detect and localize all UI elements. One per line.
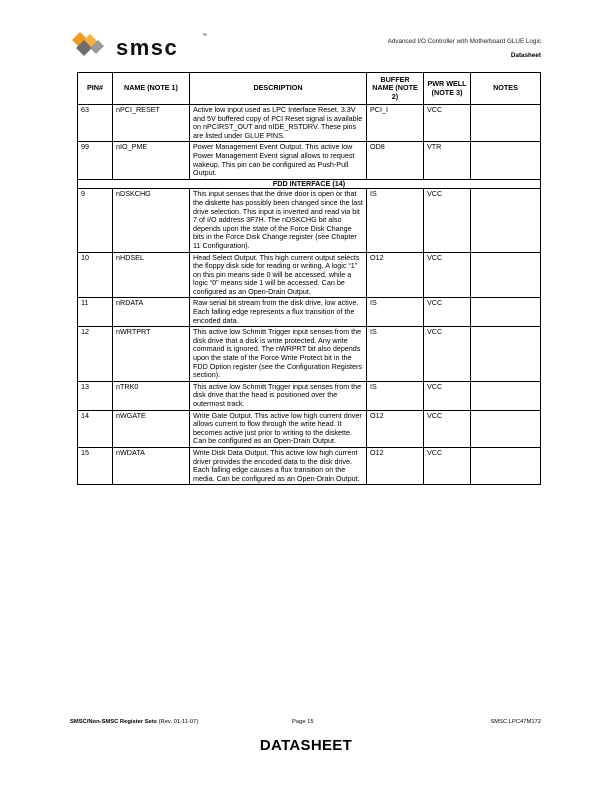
cell-buffer: IS [367,327,424,382]
cell-buffer: O12 [367,447,424,484]
cell-pwr: VCC [424,410,471,447]
cell-name: nWGATE [113,410,190,447]
cell-pin: 63 [78,105,113,142]
cell-pwr: VCC [424,252,471,298]
cell-description: This input senses that the drive door is open or that the diskette has possibly been changed since the last drive selection. This input is inverted and read via bit 7 of I/O address 3F7H. The nDSKCHG bit also depends upon the state of the Force Disk Change bits in the Force Disk Change register (see Chapter 11 Configuration). [190,189,367,252]
table-row [78,252,541,298]
cell-pin: 13 [78,381,113,410]
table-row [78,298,541,327]
footer-register-sets-label: SMSC/Non-SMSC Register Sets [70,719,157,725]
cell-pin: 14 [78,410,113,447]
footer-product: SMSC LPC47M172 [490,719,541,725]
cell-name: nPCI_RESET [113,105,190,142]
header-pwr-well: PWR WELL (NOTE 3) [424,73,471,105]
section-row [78,179,541,189]
footer-register-sets [70,719,198,725]
cell-notes [471,105,541,142]
cell-pwr: VCC [424,298,471,327]
cell-pin: 99 [78,142,113,179]
cell-name: nHDSEL [113,252,190,298]
table-row [78,327,541,382]
cell-buffer: IS [367,381,424,410]
cell-pin: 11 [78,298,113,327]
cell-notes [471,252,541,298]
cell-description: Power Management Event Output. This active low Power Management Event signal allows to request wakeup. This pin can be configured as Push-Pull Output. [190,142,367,179]
table-row [78,189,541,252]
cell-notes [471,189,541,252]
header-pin: PIN# [78,73,113,105]
header-name: NAME (NOTE 1) [113,73,190,105]
cell-buffer: IS [367,189,424,252]
header-buffer: BUFFER NAME (NOTE 2) [367,73,424,105]
cell-notes [471,410,541,447]
section-heading: FDD INTERFACE (14) [78,179,541,189]
cell-pwr: VCC [424,105,471,142]
cell-buffer: IS [367,298,424,327]
cell-buffer: O12 [367,410,424,447]
cell-notes [471,298,541,327]
cell-description: This active low Schmitt Trigger input senses from the disk drive that a disk is write protected. Any write command is ignored. The nWRPRT bit also depends upon the state of the Force Write Protect bit in the FDD Option register (see the Configuration Registers section). [190,327,367,382]
cell-pwr: VCC [424,327,471,382]
trademark: ™ [202,33,207,39]
footer-datasheet-label: DATASHEET [259,737,353,754]
cell-notes [471,327,541,382]
cell-description: Active low input used as LPC Interface Reset. 3.3V and 5V buffered copy of PCI Reset signal is available on nPCIRST_OUT and nIDE_RSTDRV. These pins are listed under GLUE PINS. [190,105,367,142]
document-subtitle: Datasheet [510,52,541,59]
smsc-logo-icon [70,28,114,58]
cell-pwr: VCC [424,189,471,252]
cell-description: Write Gate Output. This active low high current driver allows current to flow through the write head. It becomes active just prior to writing to the diskette. Can be configured as an Open-Drain Output. [190,410,367,447]
cell-name: nRDATA [113,298,190,327]
cell-name: nWRTPRT [113,327,190,382]
cell-buffer: OD8 [367,142,424,179]
cell-pin: 9 [78,189,113,252]
cell-description: Head Select Output. This high current output selects the floppy disk side for reading or writing. A logic “1” on this pin means side 0 will be accessed, while a logic “0” means side 1 will be accessed. Can be configured as an Open-Drain Output. [190,252,367,298]
document-title: Advanced I/O Controller with Motherboard GLUE Logic [387,38,541,45]
table-row [78,447,541,484]
header-description: DESCRIPTION [190,73,367,105]
cell-description: This active low Schmitt Trigger input senses from the disk drive that the head is positioned over the outermost track. [190,381,367,410]
table-row [78,142,541,179]
pin-description-table [77,72,541,485]
cell-description: Write Disk Data Output. This active low high current driver provides the encoded data to the disk drive. Each falling edge causes a flux transition on the media. Can be configured as an Open-Drain Output. [190,447,367,484]
cell-buffer: PCI_I [367,105,424,142]
cell-notes [471,447,541,484]
cell-pwr: VCC [424,447,471,484]
smsc-logo [70,28,210,62]
footer-revision: (Rev. 01-11-07) [156,719,199,725]
cell-description: Raw serial bit stream from the disk drive, low active. Each falling edge represents a flux transition of the encoded data. [190,298,367,327]
cell-notes [471,142,541,179]
cell-pin: 15 [78,447,113,484]
cell-name: nDSKCHG [113,189,190,252]
table-header-row [78,73,541,105]
cell-pin: 10 [78,252,113,298]
footer-page-number: Page 15 [292,719,314,725]
cell-name: nWDATA [113,447,190,484]
cell-pwr: VTR [424,142,471,179]
cell-buffer: O12 [367,252,424,298]
table-row [78,410,541,447]
cell-notes [471,381,541,410]
table-row [78,381,541,410]
cell-pwr: VCC [424,381,471,410]
header-notes: NOTES [471,73,541,105]
cell-pin: 12 [78,327,113,382]
brand-name: smsc [116,35,179,60]
table-row [78,105,541,142]
cell-name: nTRK0 [113,381,190,410]
cell-name: nIO_PME [113,142,190,179]
